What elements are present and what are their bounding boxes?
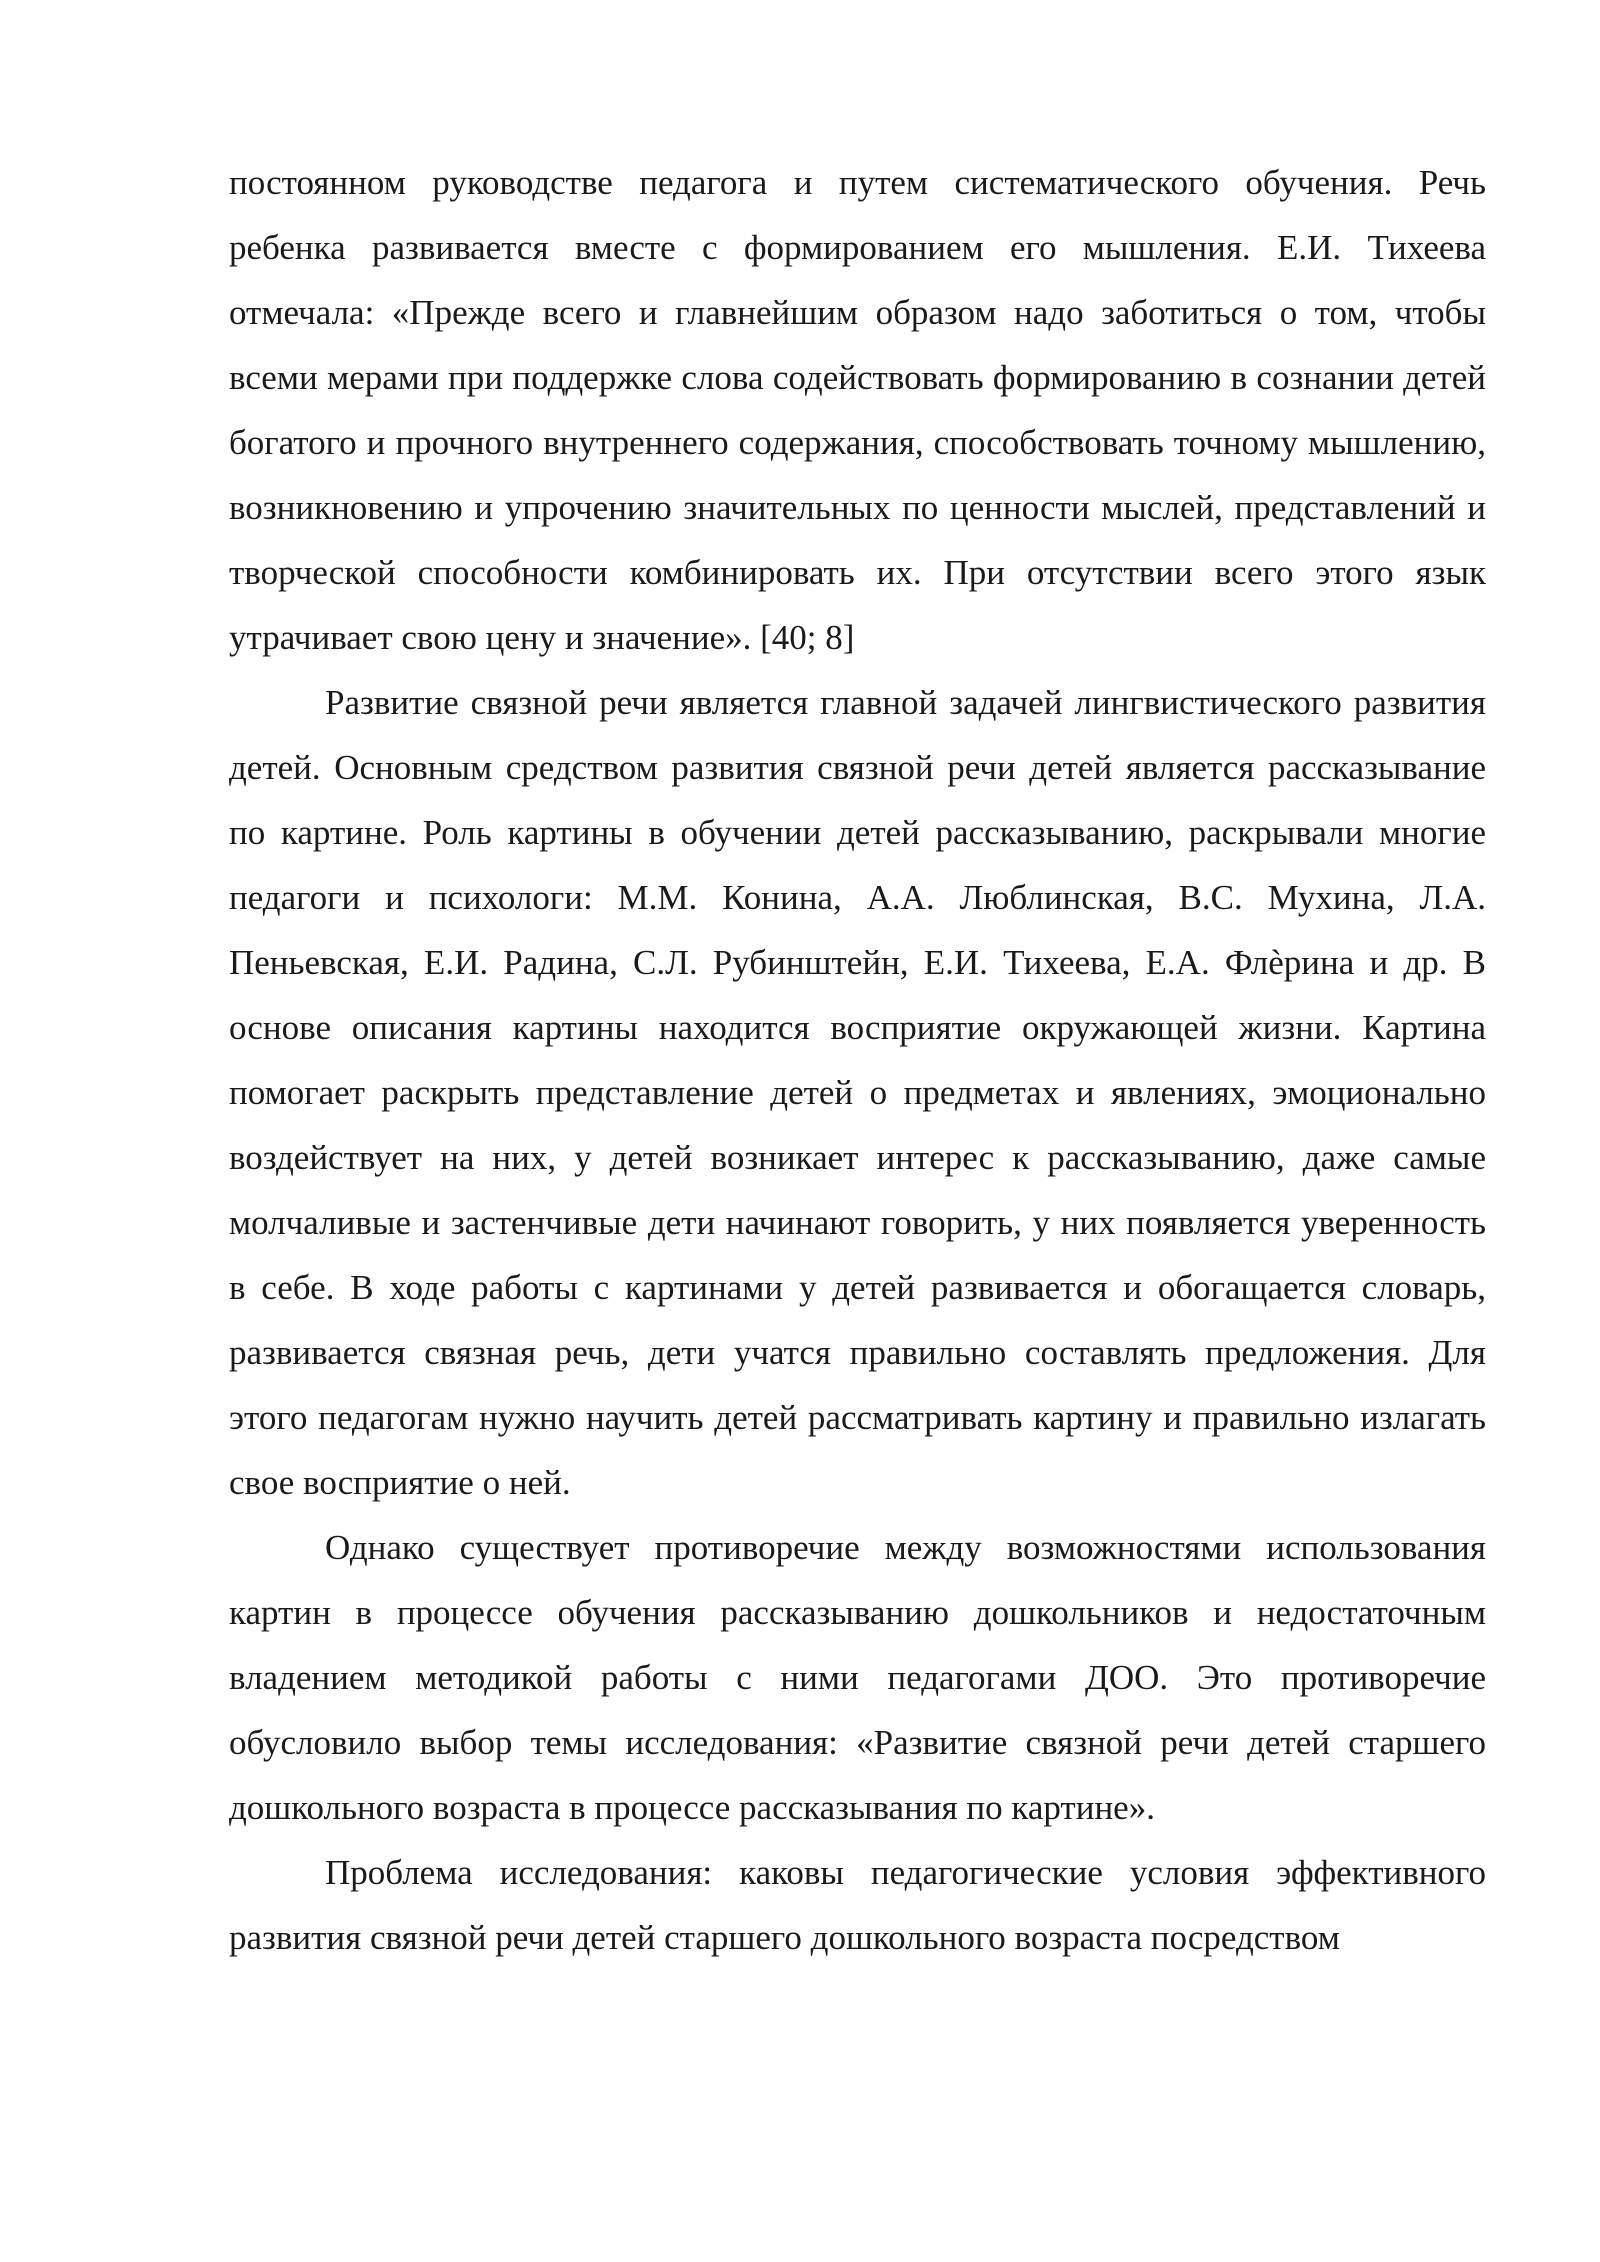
- paragraph-contradiction: Однако существует противоречие между возможностями использования картин в процессе обучения рассказыванию дошкольников и недостаточным владением методикой работы с ними педагогами ДОО. Это противоречие обусловило выбор темы исследования: «Развитие связной речи детей старшего дошкольного возраста в процессе рассказывания по картине».: [229, 1528, 1486, 1827]
- paragraph-research-problem: Проблема исследования: каковы педагогические условия эффективного развития связной речи детей старшего дошкольного возраста посредством: [229, 1853, 1486, 1957]
- paragraph-connected-speech: Развитие связной речи является главной задачей лингвистического развития детей. Основным средством развития связной речи детей является рассказывание по картине. Роль картины в обучении детей рассказыванию, раскрывали многие педагоги и психологи: М.М. Конина, А.А. Люблинская, В.С. Мухина, Л.А. Пеньевская, Е.И. Радина, С.Л. Рубинштейн, Е.И. Тихеева, Е.А. Флѐрина и др. В основе описания картины находится восприятие окружающей жизни. Картина помогает раскрыть представление детей о предметах и явлениях, эмоционально воздействует на них, у детей возникает интерес к рассказыванию, даже самые молчаливые и застенчивые дети начинают говорить, у них появляется уверенность в себе. В ходе работы с картинами у детей развивается и обогащается словарь, развивается связная речь, дети учатся правильно составлять предложения. Для этого педагогам нужно научить детей рассматривать картину и правильно излагать свое восприятие о ней.: [229, 683, 1486, 1502]
- paragraph-continuation: постоянном руководстве педагога и путем систематического обучения. Речь ребенка развивается вместе с формированием его мышления. Е.И. Тихеева отмечала: «Прежде всего и главнейшим образом надо заботиться о том, чтобы всеми мерами при поддержке слова содействовать формированию в сознании детей богатого и прочного внутреннего содержания, способствовать точному мышлению, возникновению и упрочению значительных по ценности мыслей, представлений и творческой способности комбинировать их. При отсутствии всего этого язык утрачивает свою цену и значение». [40; 8]: [229, 163, 1486, 657]
- document-body: [229, 150, 1486, 1970]
